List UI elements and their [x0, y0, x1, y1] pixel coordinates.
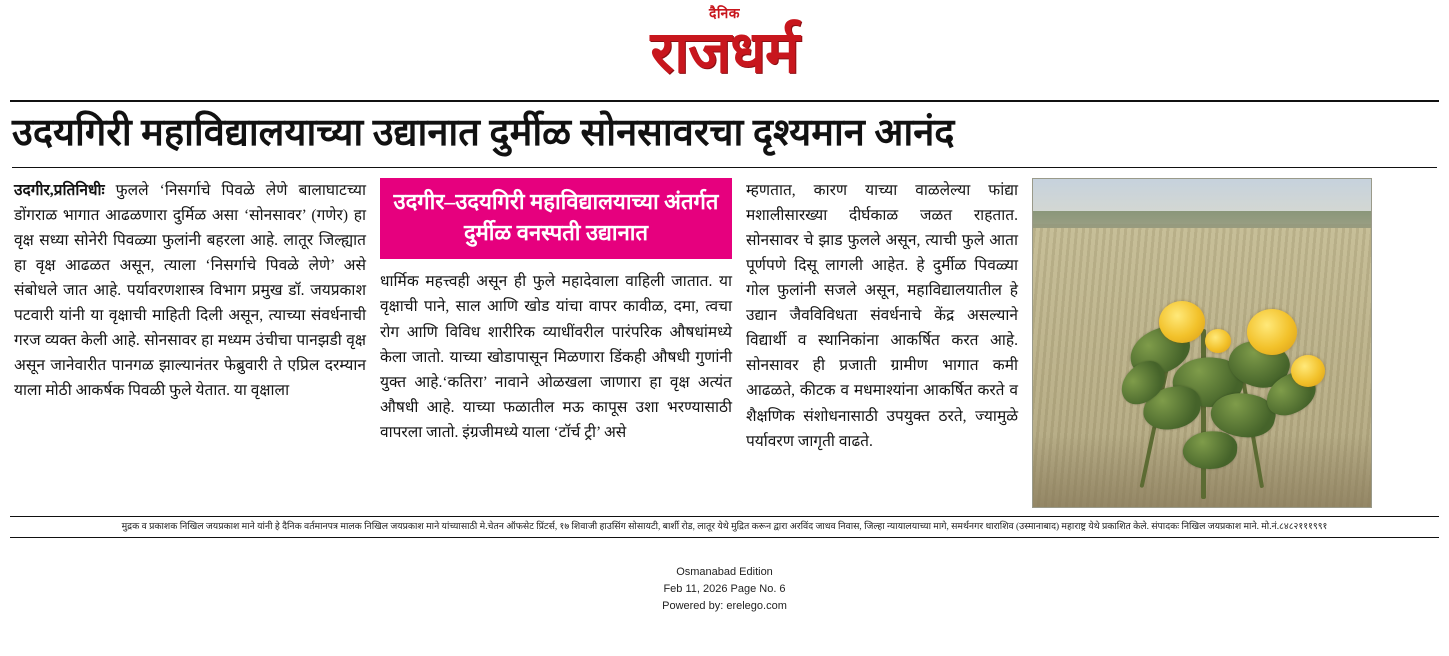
imprint-line: मुद्रक व प्रकाशक निखिल जयप्रकाश माने यांनी हे दैनिक वर्तमानपत्र मालक निखिल जयप्रकाश माने यांच्यासाठी मे.चेतन ऑफसेट प्रिंटर्स, १७ शिवाजी हाउसिंग सोसायटी, बार्शी रोड, लातूर येथे मुद्रित करून द्वारा अरविंद जाधव निवास, जिल्हा न्यायालयाच्या मागे, समर्थनगर धाराशिव (उस्मानाबाद) महाराष्ट्र येथे प्रकाशित केले. संपादकः निखिल जयप्रकाश माने. मो.नं.८४८२१११९९१	[121, 521, 1328, 532]
article-body	[0, 168, 1449, 508]
plant-stem	[1201, 329, 1206, 499]
page-title: उदयगिरी महाविद्यालयाच्या उद्यानात दुर्मीळ सोनसावरचा दृश्यमान आनंद	[12, 112, 955, 154]
masthead-title: राजधर्म	[650, 20, 799, 85]
article-text-1: फुलले ‘निसर्गाचे पिवळे लेणे बालाघाटच्या डोंगराळ भागात आढळणारा दुर्मिळ असा ‘सोनसावर’ (गणेर) हा वृक्ष सध्या सोनेरी पिवळ्या फुलांनी बहरला आहे. लातूर जिल्ह्यात हा वृक्ष आढळत असून, त्याला ‘निसर्गाचे पिवळे लेणे’ असे संबोधले जात आहे. पर्यावरणशास्त्र विभाग प्रमुख डॉ. जयप्रकाश पटवारी यांनी या वृक्षाची माहिती दिली असून, त्याच्या संवर्धनाची गरज व्यक्त केली आहे. सोनसावर हा मध्यम उंचीचा पानझडी वृक्ष असून जानेवारीत पानगळ झाल्यानंतर फेब्रुवारी ते एप्रिल दरम्यान याला मोठी आकर्षक पिवळी फुले येतात. या वृक्षाला	[14, 181, 366, 400]
article-text-3: म्हणतात, कारण याच्या वाळलेल्या फांद्या मशालीसारख्या दीर्घकाळ जळत राहतात. सोनसावर चे झाड फुलले असून, त्याची फुले आता पूर्णपणे दिसू लागली आहेत. हे दुर्मीळ पिवळ्या गोल फुलांनी सजले असून, महाविद्यालयातील हे उद्यान जैवविविधता संवर्धनाचे केंद्र असल्याने विद्यार्थी व स्थानिकांना आकर्षित करत आहे. सोनसावर ही प्रजाती ग्रामीण भागात कमी आढळते, कीटक व मधमाश्यांना आकर्षित करते व शैक्षणिक संशोधनासाठी उपयुक्त ठरते, ज्यामुळे पर्यावरण जागृती वाढते.	[746, 181, 1018, 450]
masthead-kicker: दैनिक	[708, 7, 741, 22]
masthead	[0, 0, 1449, 98]
yellow-flower	[1247, 309, 1297, 355]
yellow-flower	[1159, 301, 1205, 343]
edition-info	[0, 538, 1449, 615]
standfirst-box: उदगीर–उदयगिरी महाविद्यालयाच्या अंतर्गत दुर्मीळ वनस्पती उद्यानात	[380, 178, 732, 260]
headline-section	[0, 102, 1449, 161]
byline: उदगीर,प्रतिनिधीः	[14, 181, 105, 199]
masthead-logo	[650, 8, 798, 84]
powered-by: Powered by: erelego.com	[662, 599, 787, 612]
edition-name: Osmanabad Edition	[676, 565, 773, 578]
edition-date-page: Feb 11, 2026 Page No. 6	[663, 582, 786, 595]
yellow-flower	[1291, 355, 1325, 387]
article-column-3	[746, 178, 1018, 454]
article-column-1	[14, 178, 366, 404]
article-text-2: धार्मिक महत्त्वही असून ही फुले महादेवाला वाहिली जातात. या वृक्षाची पाने, साल आणि खोड यांचा वापर कावीळ, दमा, त्वचा रोग आणि विविध शारीरिक व्याधींवरील पारंपरिक औषधांमध्ये केला जातो. याच्या खोडापासून मिळणारा डिंकही औषधी गुणांनी युक्त आहे.‘कतिरा’ नावाने ओळखला जाणारा हा वृक्ष अत्यंत औषधी आहे. याच्या फळातील मऊ कापूस उशा भरण्यासाठी वापरला जातो. इंग्रजीमध्ये याला ‘टॉर्च ट्री’ असे	[380, 273, 732, 441]
yellow-flower	[1205, 329, 1231, 353]
article-column-2	[380, 178, 732, 446]
sonsavar-tree-photo	[1032, 178, 1372, 508]
